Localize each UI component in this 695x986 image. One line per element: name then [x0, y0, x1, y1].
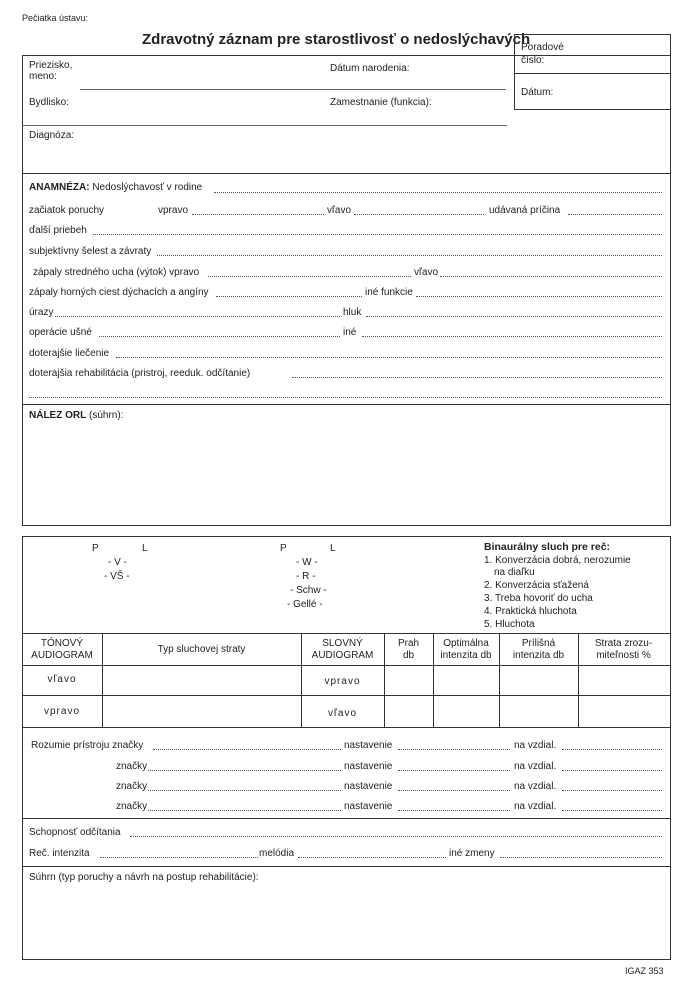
row1-speech-ear: vpravo [324, 676, 361, 687]
melody-field[interactable] [298, 857, 446, 858]
surgery-field[interactable] [99, 336, 340, 337]
th-typ: Typ sluchovej straty [157, 644, 246, 655]
diagnosis-label[interactable]: Diagnóza: [29, 130, 75, 141]
tinnitus-label: subjektívny šelest a závraty [29, 246, 152, 257]
distance-label-2: na vzdial. [514, 761, 557, 772]
diagnosis-divider [22, 173, 670, 174]
cause-field[interactable] [568, 214, 662, 215]
setting-field-1[interactable] [398, 749, 510, 750]
setting-field-2[interactable] [398, 770, 510, 771]
cause-label: udávaná príčina [489, 205, 561, 216]
onset-label: začiatok poruchy [29, 205, 105, 216]
nalez-field[interactable] [29, 426, 659, 518]
job-label[interactable]: Zamestnanie (funkcia): [330, 97, 432, 108]
family-history-label: Nedoslýchavosť v rodine [92, 182, 203, 193]
distance-label-1: na vzdial. [514, 740, 557, 751]
th-slovny-1: SLOVNÝ [322, 638, 363, 649]
binaural-heading: Binaurálny sluch pre reč: [484, 541, 611, 553]
binaural-item-4[interactable]: 4. Praktická hluchota [484, 606, 577, 617]
otitis-label: zápaly stredného ucha (výtok) vpravo [33, 267, 200, 278]
form-title: Zdravotný záznam pre starostlivosť o nedoslýchavých [142, 31, 531, 48]
test-w: - W - [296, 557, 318, 568]
anamneza-divider [22, 404, 670, 405]
device-label: Rozumie prístroju značky [31, 740, 144, 751]
th-prah-1: Prah [397, 638, 420, 649]
binaural-item-1b: na diaľku [494, 567, 535, 578]
setting-field-3[interactable] [398, 790, 510, 791]
test-gelle: - Gellé - [287, 599, 323, 610]
th-pril-2: intenzita db [512, 650, 565, 661]
brand-label-3: značky [116, 781, 148, 792]
nalez-sub: (súhrn): [89, 410, 124, 421]
row2-tonal-ear: vpravo [43, 706, 80, 717]
onset-right-label: vpravo [158, 205, 189, 216]
test-weber-v: - V - [108, 557, 127, 568]
distance-field-4[interactable] [562, 810, 662, 811]
other-label: iné [343, 327, 357, 338]
datum-label[interactable]: Dátum: [521, 87, 554, 98]
name-line [80, 89, 506, 90]
cislo-label[interactable]: číslo: [521, 55, 545, 66]
distance-label-3: na vzdial. [514, 781, 557, 792]
table-bottom-line [22, 727, 670, 728]
table-row-line [22, 695, 670, 696]
noise-label: hluk [343, 307, 362, 318]
speech-intensity-field[interactable] [100, 857, 258, 858]
family-history-field[interactable] [214, 192, 662, 193]
other-functions-field[interactable] [416, 296, 662, 297]
stamp-label: Pečiatka ústavu: [22, 13, 89, 23]
other-field[interactable] [362, 336, 662, 337]
other-changes-label: iné zmeny [449, 848, 495, 859]
tinnitus-field[interactable] [157, 255, 662, 256]
device-brand-field-2[interactable] [148, 770, 341, 771]
otitis-left-field[interactable] [440, 276, 662, 277]
test-r: - R - [296, 571, 316, 582]
poradove-label: Poradové [521, 42, 564, 53]
th-prah-2: db [402, 650, 415, 661]
name-label-1: Priezisko, [29, 60, 73, 71]
setting-label-2: nastavenie [344, 761, 393, 772]
melody-label: melódia [259, 848, 295, 859]
summary-divider [22, 866, 670, 867]
summary-field[interactable] [29, 888, 659, 952]
th-tonovy-1: TÓNOVÝ [40, 638, 84, 649]
th-tonovy-2: AUDIOGRAM [31, 650, 93, 661]
treatment-label: doterajšie liečenie [29, 348, 110, 359]
test-right-l: L [330, 543, 336, 554]
nalez-heading: NÁLEZ ORL [29, 410, 87, 421]
dob-label[interactable]: Dátum narodenia: [330, 63, 410, 74]
otitis-right-field[interactable] [208, 276, 411, 277]
brand-label-2: značky [116, 761, 148, 772]
setting-field-4[interactable] [398, 810, 510, 811]
treatment-field[interactable] [116, 357, 662, 358]
test-left-p: P [92, 543, 99, 554]
th-pril-1: Prílišná [521, 638, 556, 649]
otitis-left-label: vľavo [414, 267, 439, 278]
rehab-field[interactable] [292, 377, 662, 378]
th-opt-2: intenzita db [440, 650, 492, 661]
summary-label: Súhrn (typ poruchy a návrh na postup rehabilitácie): [29, 872, 259, 883]
distance-field-1[interactable] [562, 749, 662, 750]
onset-right-field[interactable] [192, 214, 324, 215]
noise-field[interactable] [366, 316, 662, 317]
th-opt-1: Optimálna [443, 638, 489, 649]
th-strata-1: Strata zrozu- [594, 638, 653, 649]
brand-label-4: značky [116, 801, 148, 812]
test-left-l: L [142, 543, 148, 554]
test-right-p: P [280, 543, 287, 554]
other-functions-label: iné funkcie [365, 287, 413, 298]
setting-label-3: nastavenie [344, 781, 393, 792]
lipreading-label: Schopnosť odčítania [29, 827, 121, 838]
lipreading-field[interactable] [130, 836, 662, 837]
airways-field[interactable] [216, 296, 362, 297]
table-header-line [22, 665, 670, 666]
extra-line[interactable] [29, 397, 662, 398]
injuries-field[interactable] [55, 316, 340, 317]
device-brand-field-4[interactable] [148, 810, 341, 811]
test-schw: - Schw - [290, 585, 327, 596]
speech-intensity-label: Reč. intenzita [29, 848, 90, 859]
device-brand-field-1[interactable] [153, 749, 341, 750]
course-label: ďalší priebeh [29, 225, 87, 236]
binaural-item-5[interactable]: 5. Hluchota [484, 619, 535, 630]
th-slovny-2: AUDIOGRAM [311, 650, 374, 661]
name-label-2[interactable]: meno: [29, 71, 57, 82]
distance-field-3[interactable] [562, 790, 662, 791]
setting-label-1: nastavenie [344, 740, 393, 751]
device-divider [22, 818, 670, 819]
course-field[interactable] [93, 234, 662, 235]
onset-left-label: vľavo [327, 205, 352, 216]
device-brand-field-3[interactable] [148, 790, 341, 791]
distance-field-2[interactable] [562, 770, 662, 771]
row2-speech-ear: vľavo [327, 708, 358, 719]
airways-label: zápaly horných ciest dýchacích a angíny [29, 287, 209, 298]
test-vs: - VŠ - [104, 571, 130, 582]
binaural-item-1[interactable]: 1. Konverzácia dobrá, nerozumie [484, 555, 631, 566]
anamneza-heading: ANAMNÉZA: [29, 182, 90, 193]
binaural-item-2[interactable]: 2. Konverzácia sťažená [484, 580, 589, 591]
anamneza-row-1 [29, 182, 202, 193]
address-line [22, 125, 507, 126]
surgery-label: operácie ušné [29, 327, 92, 338]
binaural-item-3[interactable]: 3. Treba hovoriť do ucha [484, 593, 593, 604]
nalez-header [29, 410, 123, 421]
address-label[interactable]: Bydlisko: [29, 97, 70, 108]
table-top-line [22, 633, 670, 634]
row1-tonal-ear: vľavo [47, 674, 77, 685]
distance-label-4: na vzdial. [514, 801, 557, 812]
injuries-label: úrazy [29, 307, 54, 318]
th-strata-2: miteľnosti % [596, 650, 651, 661]
onset-left-field[interactable] [354, 214, 484, 215]
form-code: IGAZ 353 [625, 966, 664, 976]
other-changes-field[interactable] [500, 857, 662, 858]
rehab-label: doterajšia rehabilitácia (pristroj, reeduk. odčítanie) [29, 368, 251, 379]
setting-label-4: nastavenie [344, 801, 393, 812]
